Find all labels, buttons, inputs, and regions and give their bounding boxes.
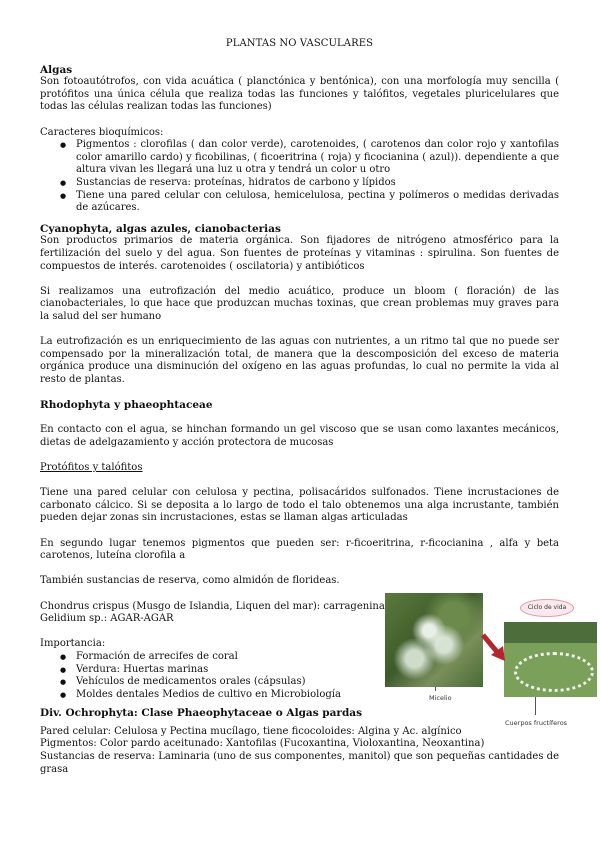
subheading-protofitos: Protófitos y talófitos (40, 462, 143, 473)
caption-micelio: Micelio (429, 694, 452, 702)
cyano-paragraph-3: La eutrofización es un enriquecimiento de las aguas con nutrientes, a un ritmo tal que no puede ser compensado por la mineralización total, de manera que la descomposición del exceso de materia orgánica produce una disminución del oxígeno en las aguas profundas, lo cual no permite la vida al resto de plantas. (40, 336, 559, 385)
heading-cyanophyta: Cyanophyta, algas azules, cianobacterias (40, 222, 281, 235)
importancia-label: Importancia: (40, 638, 106, 650)
life-cycle-bubble: Ciclo de vida (520, 599, 574, 617)
mycelium-photo (385, 593, 483, 687)
fairy-ring-photo (504, 622, 597, 697)
ochro-line-3: Sustancias de reserva: Laminaria (uno de sus componentes, manitol) que son pequeñas cantidades de grasa (40, 751, 559, 775)
caracteres-label: Caracteres bioquímicos: (40, 126, 164, 138)
fruiting-bodies-ring (514, 652, 594, 692)
chondrus-line: Chondrus crispus (Musgo de Islandia, Liquen del mar): carragenina (40, 600, 385, 612)
heading-algas: Algas (40, 63, 73, 76)
algas-intro: Son fotoautótrofos, con vida acuática ( planctónica y bentónica), con una morfología muy sencilla ( protófitos una única célula que realiza todas las funciones y talófitos, vegetales pluricelulares que todas las células realizan todas las funciones) (40, 76, 559, 113)
list-item: ● Verdura: Huertas marinas (76, 664, 559, 677)
list-item: ● Tiene una pared celular con celulosa, hemicelulosa, pectina y polímeros o medidas derivadas de azúcares. (76, 190, 559, 215)
list-item: ● Pigmentos : clorofilas ( dan color verde), carotenoides, ( carotenos dan color rojo y xantofilas color amarillo cardo) y ficobilinas, ( ficoeritrina ( roja) y ficocianina ( azul)). dependiente a que altura vivan les llegará una luz u otra y tendrá un color u otro (76, 139, 559, 177)
list-item: ● Moldes dentales Medios de cultivo en Microbiología (76, 689, 559, 702)
life-cycle-figure (385, 593, 597, 733)
rhodo-paragraph-1: En contacto con el agua, se hinchan formando un gel viscoso que se usan como laxantes mecánicos, dietas de adelgazamiento y acción protectora de mucosas (40, 424, 559, 448)
rhodo-paragraph-2: Tiene una pared celular con celulosa y pectina, polisacáridos sulfonados. Tiene incrustaciones de carbonato cálcico. Si se deposita a lo largo de todo el talo obtenemos una alga incrustante, también pueden dejar zonas sin incrustaciones, estas se llaman algas articuladas (40, 487, 559, 524)
algas-bullet-list (40, 139, 559, 215)
heading-ochrophyta: Div. Ochrophyta: Clase Phaeophytaceae o Algas pardas (40, 707, 363, 720)
heading-rhodophyta: Rhodophyta y phaeophtaceae (40, 399, 213, 412)
gelidium-line: Gelidium sp.: AGAR-AGAR (40, 613, 174, 625)
cyano-paragraph-1: Son productos primarios de materia orgánica. Son fijadores de nitrógeno atmosférico para la fertilización del suelo y del agua. Son fuentes de proteínas y vitaminas : spirulina. Son fuentes de compuestos de interés. carotenoides ( oscilatoria) y antibióticos (40, 235, 559, 272)
caption-cuerpos-fructiferos: Cuerpos fructíferos (505, 719, 568, 727)
rhodo-paragraph-3: En segundo lugar tenemos pigmentos que pueden ser: r-ficoeritrina, r-ficocianina , alfa y beta carotenos, luteína clorofila a (40, 537, 559, 562)
page-title: PLANTAS NO VASCULARES (225, 38, 374, 49)
list-item: ● Sustancias de reserva: proteínas, hidratos de carbono y lípidos (76, 177, 559, 190)
list-item: ● Formación de arrecifes de coral (76, 651, 559, 664)
ochro-line-2: Pigmentos: Color pardo aceitunado: Xantofilas (Fucoxantina, Violoxantina, Neoxantina) (40, 738, 485, 750)
cyano-paragraph-2: Si realizamos una eutrofización del medio acuático, produce un bloom ( floración) de las cianobacteriales, lo que hace que produzcan muchas toxinas, que crean problemas muy graves para la salud del ser humano (40, 285, 559, 322)
list-item: ● Vehículos de medicamentos orales (cápsulas) (76, 676, 559, 689)
rhodo-paragraph-4: También sustancias de reserva, como almidón de florideas. (40, 575, 340, 587)
ochro-line-1: Pared celular: Celulosa y Pectina mucílago, tiene ficocoloides: Algina y Ac. algínico (40, 725, 462, 737)
